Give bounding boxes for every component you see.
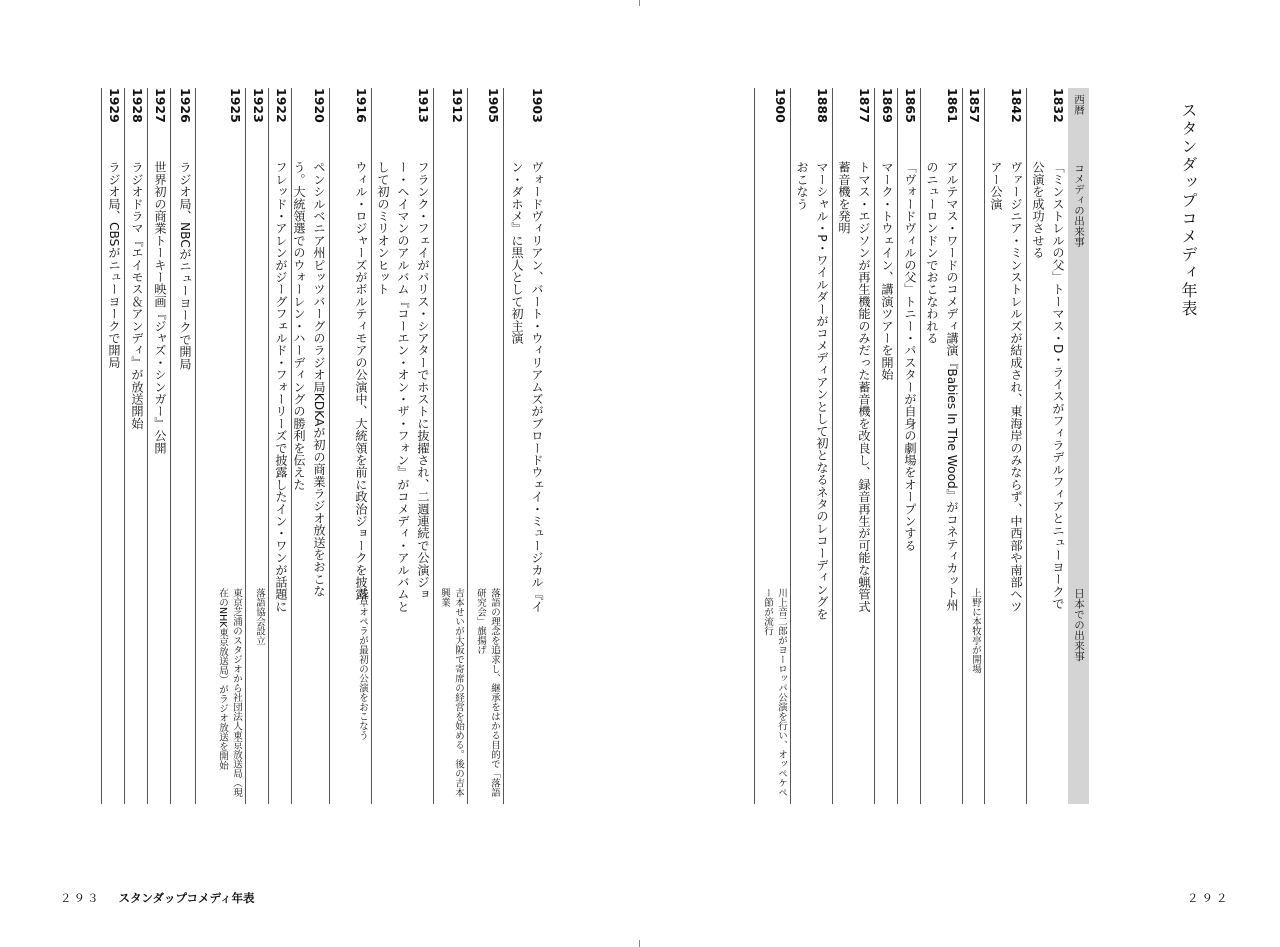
timeline-row bbox=[790, 88, 832, 804]
left-page-number: ２９３ bbox=[60, 891, 101, 905]
row-japan-event: 浅草オペラが最初の公演をおこなう bbox=[357, 588, 368, 740]
row-year: 1857 bbox=[967, 88, 982, 123]
timeline-row bbox=[124, 88, 147, 804]
row-year: 1929 bbox=[107, 88, 122, 123]
row-divider bbox=[124, 88, 125, 804]
timeline-row bbox=[984, 88, 1026, 804]
row-event: 「ヴォードヴィルの父」トニー・パスターが自身の劇場をオープンする bbox=[903, 161, 917, 552]
row-divider bbox=[754, 88, 755, 804]
row-divider bbox=[897, 88, 898, 804]
row-event: ヴォードヴィリアン、バート・ウィリアムズがブロードウェイ・ミュージカル『イン・ダホメ』に黒人として初主演 bbox=[510, 161, 544, 613]
timeline-row bbox=[245, 88, 268, 804]
row-year: 1922 bbox=[274, 88, 289, 123]
row-japan-event: 吉本せいが大阪で寄席の経営を始める。後の吉本興業 bbox=[439, 588, 464, 797]
row-event: 「ミンストレルの父」トーマス・D・ライスがフィラデルフィアとニューヨークで公演を成功させる bbox=[1031, 161, 1065, 610]
row-divider bbox=[467, 88, 468, 804]
timeline-row bbox=[897, 88, 920, 804]
row-year: 1832 bbox=[1051, 88, 1066, 123]
row-event: 世界初の商業トーキー映画『ジャズ・シンガー』公開 bbox=[153, 161, 167, 454]
timeline-row bbox=[195, 88, 245, 804]
row-year: 1905 bbox=[486, 88, 501, 123]
row-divider bbox=[790, 88, 791, 804]
timeline-row bbox=[467, 88, 503, 804]
row-japan-event: 落語の理念を追求し、継承をはかる目的で「落語研究会」旗揚げ bbox=[475, 588, 500, 797]
row-divider bbox=[101, 88, 102, 804]
timeline-row bbox=[754, 88, 790, 804]
row-year: 1842 bbox=[1009, 88, 1024, 123]
row-event: ペンシルベニア州ピッツバーグのラジオ局KDKAが初の商業ラジオ放送をおこなう。大統領選でのウォーレン・ハーディングの勝利を伝えた bbox=[292, 161, 326, 598]
row-year: 1923 bbox=[251, 88, 266, 123]
row-year: 1888 bbox=[815, 88, 830, 123]
column-header bbox=[1068, 88, 1089, 804]
row-event: マーク・トウェイン、講演ツアーを開始 bbox=[880, 161, 894, 381]
timeline-row bbox=[962, 88, 984, 804]
row-year: 1861 bbox=[945, 88, 960, 123]
timeline-row bbox=[1026, 88, 1068, 804]
row-event: ラジオ局、CBSがニューヨークで開局 bbox=[107, 161, 121, 369]
row-divider bbox=[920, 88, 921, 804]
row-divider bbox=[1026, 88, 1027, 804]
row-event: フランク・フェイがパリス・シアターでホストに抜擢され、二週連続で公演ジョー・ヘイマンのアルバム『コーエン・オン・ザ・フォン』がコメディ・アルバムとして初のミリオンヒット bbox=[376, 161, 430, 613]
row-divider bbox=[329, 88, 330, 804]
row-event: フレッド・アレンがジーグフェルド・フォーリーズで披露したイン・ワンが話題に bbox=[274, 161, 288, 613]
timeline-row bbox=[371, 88, 433, 804]
row-year: 1877 bbox=[857, 88, 872, 123]
row-divider bbox=[371, 88, 372, 804]
timeline-row bbox=[503, 88, 547, 804]
timeline-row bbox=[433, 88, 467, 804]
row-year: 1926 bbox=[178, 88, 193, 123]
row-year: 1865 bbox=[903, 88, 918, 123]
row-divider bbox=[433, 88, 434, 804]
row-divider bbox=[268, 88, 269, 804]
timeline-row bbox=[291, 88, 329, 804]
page-title: スタンダップコメディ年表 bbox=[1179, 102, 1198, 318]
header-japan-events: 日本での出来事 bbox=[1073, 588, 1085, 662]
row-year: 1912 bbox=[450, 88, 465, 123]
timeline-row bbox=[101, 88, 124, 804]
row-divider bbox=[170, 88, 171, 804]
header-comedy-events: コメディの出来事 bbox=[1073, 163, 1085, 247]
row-year: 1927 bbox=[153, 88, 168, 123]
crop-mark-bottom bbox=[639, 940, 640, 947]
row-event: ラジオ局、NBCがニューヨークで開局 bbox=[178, 161, 192, 370]
timeline-row bbox=[874, 88, 897, 804]
row-year: 1913 bbox=[416, 88, 431, 123]
row-event: ラジオドラマ『エイモス＆アンディ』が放送開始 bbox=[130, 161, 144, 430]
row-year: 1920 bbox=[312, 88, 327, 123]
row-japan-event: 川上音二郎がヨーロッパ公演を行い、オッペケペー節が流行 bbox=[762, 588, 787, 797]
row-year: 1928 bbox=[130, 88, 145, 123]
row-year: 1925 bbox=[228, 88, 243, 123]
row-year: 1916 bbox=[354, 88, 369, 123]
row-japan-event: 上野に本牧亭が開場 bbox=[970, 588, 981, 674]
timeline-row bbox=[170, 88, 195, 804]
timeline-row bbox=[329, 88, 371, 804]
timeline-row bbox=[832, 88, 874, 804]
row-divider bbox=[147, 88, 148, 804]
right-page-number: ２９２ bbox=[1187, 891, 1231, 905]
row-divider bbox=[195, 88, 196, 804]
row-japan-event: 落語協会設立 bbox=[254, 588, 265, 645]
row-japan-event: 東京芝浦のスタジオから社団法人東京放送局（現在のNHK東京放送局）がラジオ放送を開始 bbox=[217, 588, 242, 797]
row-divider bbox=[503, 88, 504, 804]
row-event: ヴァージニア・ミンストレルズが結成され、東海岸のみならず、中西部や南部ヘツアー公演 bbox=[989, 161, 1023, 613]
row-divider bbox=[984, 88, 985, 804]
timeline-row bbox=[268, 88, 291, 804]
crop-mark-top bbox=[639, 0, 640, 6]
row-event: ウィル・ロジャーズがボルティモアの公演中、大統領を前に政治ジョークを披露 bbox=[354, 161, 368, 601]
header-year: 西暦 bbox=[1073, 94, 1085, 115]
running-title: スタンダップコメディ年表 bbox=[118, 891, 255, 905]
row-year: 1869 bbox=[880, 88, 895, 123]
row-event: アルテマス・ワードのコメディ講演『Babies In The Wood』がコネティカット州のニューロンドンでおこなわれる bbox=[925, 161, 959, 611]
row-divider bbox=[832, 88, 833, 804]
timeline-row bbox=[147, 88, 170, 804]
row-event: マーシャル・P・ワイルダーがコメディアンとして初となるネタのレコーディングをおこなう bbox=[795, 161, 829, 620]
row-event: トマス・エジソンが再生機能のみだった蓄音機を改良し、録音再生が可能な蝋管式蓄音機を発明 bbox=[837, 161, 871, 613]
row-year: 1900 bbox=[773, 88, 788, 123]
row-year: 1903 bbox=[530, 88, 545, 123]
row-divider bbox=[874, 88, 875, 804]
timeline-row bbox=[920, 88, 962, 804]
left-page-footer bbox=[60, 890, 255, 906]
